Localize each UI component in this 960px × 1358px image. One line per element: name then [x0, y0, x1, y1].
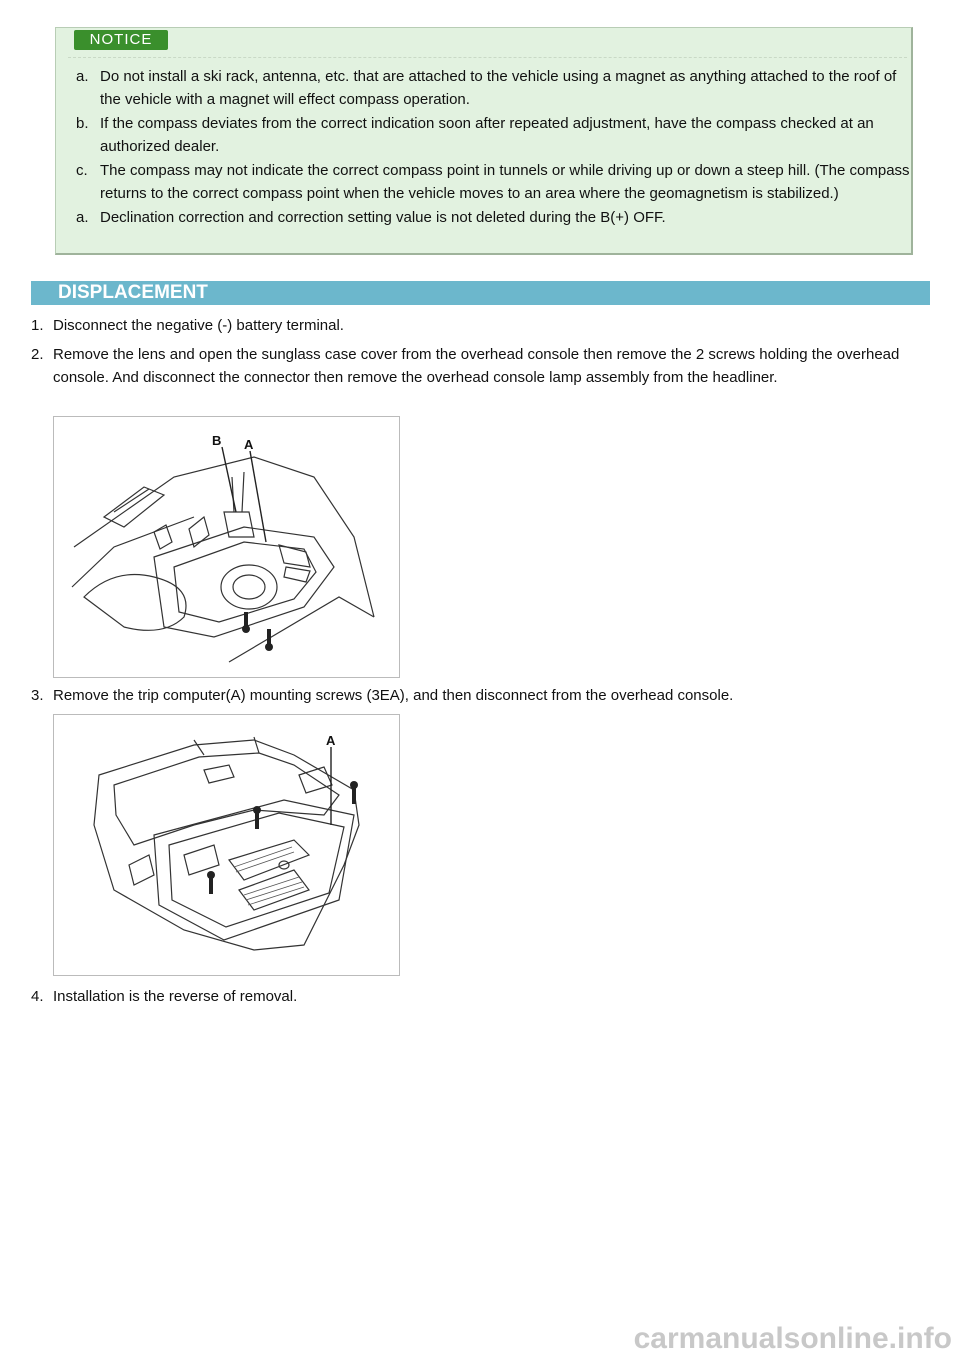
notice-item — [76, 206, 912, 229]
watermark: carmanualsonline.info — [633, 1322, 952, 1355]
step-text: Remove the lens and open the sunglass case cover from the overhead console then remove the 2 screws holding the overhead console. And disconnect the connector then remove the overhead console lamp assembly from the headliner. — [53, 346, 900, 386]
callout-a: A — [244, 437, 254, 452]
notice-item-marker: a. — [76, 209, 89, 226]
notice-list — [76, 65, 912, 230]
notice-item-text: Do not install a ski rack, antenna, etc. that are attached to the vehicle using a magnet as anything attached to the roof of the vehicle with a magnet will effect compass operation. — [100, 68, 897, 108]
notice-item — [76, 65, 912, 111]
overhead-console-illustration — [54, 417, 399, 677]
section-heading: DISPLACEMENT — [31, 281, 930, 305]
notice-item-text: If the compass deviates from the correct indication soon after repeated adjustment, have the compass checked at an authorized dealer. — [100, 115, 874, 155]
notice-item — [76, 159, 912, 205]
step-text: Remove the trip computer(A) mounting screws (3EA), and then disconnect from the overhead console. — [53, 687, 734, 704]
notice-item — [76, 112, 912, 158]
step-number: 4. — [31, 988, 44, 1005]
callout-b: B — [212, 433, 222, 448]
notice-box — [55, 27, 913, 255]
trip-computer-illustration — [54, 715, 399, 975]
callout-a: A — [326, 733, 336, 748]
notice-item-text: Declination correction and correction setting value is not deleted during the B(+) OFF. — [100, 209, 666, 226]
notice-item-marker: b. — [76, 115, 89, 132]
step-number: 1. — [31, 317, 44, 334]
notice-item-marker: a. — [76, 68, 89, 85]
step-text: Installation is the reverse of removal. — [53, 988, 298, 1005]
notice-item-marker: c. — [76, 162, 88, 179]
step-number: 2. — [31, 346, 44, 363]
notice-divider — [68, 57, 907, 58]
step-number: 3. — [31, 687, 44, 704]
figure-trip-computer — [53, 714, 400, 976]
figure-overhead-console — [53, 416, 400, 678]
notice-item-text: The compass may not indicate the correct compass point in tunnels or while driving up or down a steep hill. (The compass returns to the correct compass point when the vehicle moves to an area where the geomagnetism is stabilized.) — [100, 162, 910, 202]
step-text: Disconnect the negative (-) battery terminal. — [53, 317, 344, 334]
notice-badge: NOTICE — [74, 30, 168, 50]
